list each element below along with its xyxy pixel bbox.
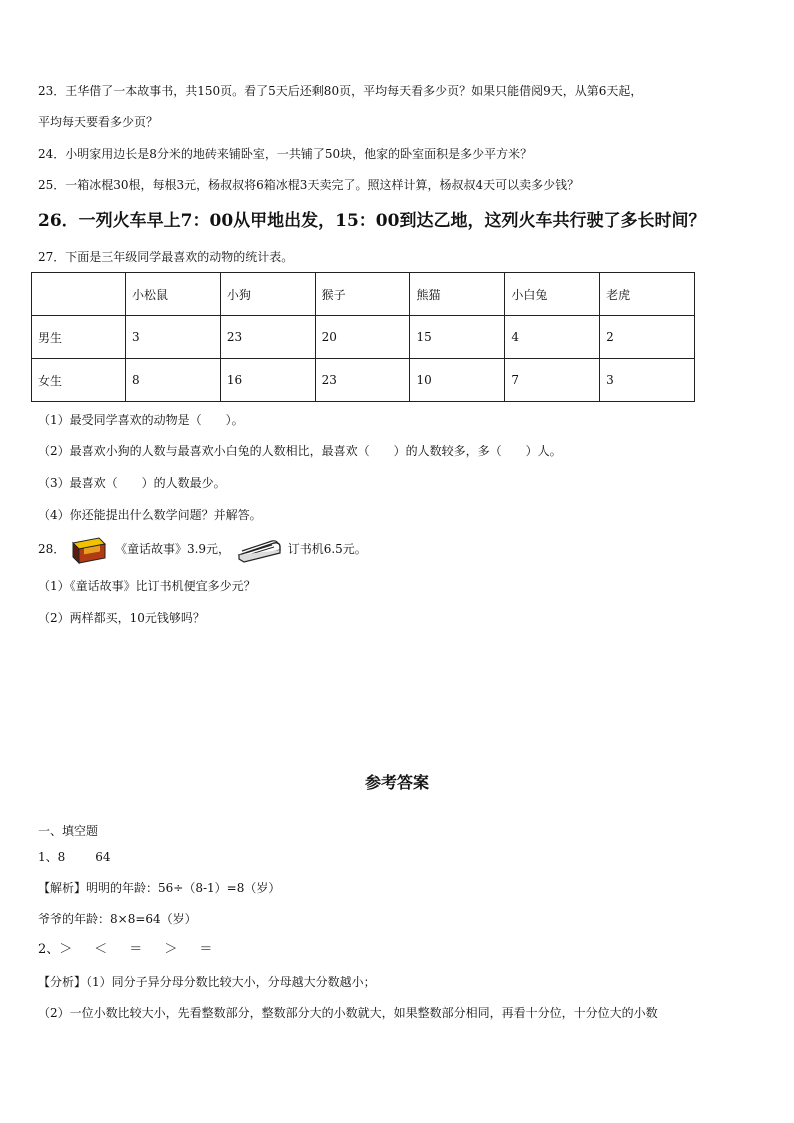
table-header-cell — [32, 273, 126, 316]
question-28-stapler: 订书机6.5元。 — [287, 542, 367, 556]
question-28-sub1: （1）《童话故事》比订书机便宜多少元？ — [38, 579, 256, 593]
answer-2 — [38, 941, 212, 959]
answer-2-symbol: ＝ — [129, 942, 143, 957]
answers-title: 参考答案 — [364, 773, 429, 792]
table-cell: 3 — [600, 359, 695, 402]
table-row — [32, 359, 695, 402]
table-cell: 15 — [410, 316, 505, 359]
book-icon — [69, 535, 109, 565]
answer-1-value: 64 — [95, 850, 111, 864]
table-cell: 20 — [315, 316, 410, 359]
answer-2-symbol: ＝ — [199, 942, 213, 957]
table-cell: 23 — [315, 359, 410, 402]
table-header-cell: 老虎 — [600, 273, 695, 316]
question-28-book: 《童话故事》3.9元， — [114, 542, 231, 556]
answer-1-grandpa: 爷爷的年龄：8×8=64（岁） — [38, 912, 197, 926]
table-cell: 4 — [505, 316, 600, 359]
answer-2-number: 2、＞ — [38, 942, 73, 957]
table-cell: 10 — [410, 359, 505, 402]
table-header-cell: 小松鼠 — [126, 273, 221, 316]
question-27-sub3: （3）最喜欢（ ）的人数最少。 — [38, 476, 226, 490]
question-27-sub1: （1）最受同学喜欢的动物是（ ）。 — [38, 413, 244, 427]
table-cell: 3 — [126, 316, 221, 359]
question-27: 27．下面是三年级同学最喜欢的动物的统计表。 — [38, 250, 294, 264]
table-cell: 2 — [600, 316, 695, 359]
animal-statistics-table — [31, 272, 695, 402]
table-header-cell: 熊猫 — [410, 273, 505, 316]
table-header-cell: 小狗 — [220, 273, 315, 316]
answer-2-symbol: ＜ — [94, 942, 108, 957]
question-25: 25．一箱冰棍30根，每根3元，杨叔叔将6箱冰棍3天卖完了。照这样计算，杨叔叔4天可以卖多少钱？ — [38, 178, 580, 192]
table-cell: 8 — [126, 359, 221, 402]
table-header-cell: 猴子 — [315, 273, 410, 316]
question-28 — [38, 534, 367, 565]
answer-2-line2: （2）一位小数比较大小，先看整数部分，整数部分大的小数就大，如果整数部分相同，再看十分位，十分位大的小数 — [38, 1006, 658, 1020]
question-26: 26．一列火车早上7：00从甲地出发，15：00到达乙地，这列火车共行驶了多长时间？ — [38, 211, 706, 231]
answers-section-1: 一、填空题 — [38, 824, 99, 838]
table-cell: 男生 — [32, 316, 126, 359]
answer-2-analysis: 【分析】（1）同分子异分母分数比较大小，分母越大分数越小； — [38, 975, 376, 989]
question-28-sub2: （2）两样都买，10元钱够吗？ — [38, 611, 205, 625]
question-28-number: 28． — [38, 542, 66, 556]
question-23-line2: 平均每天要看多少页？ — [38, 115, 159, 129]
table-header-cell: 小白兔 — [505, 273, 600, 316]
table-cell: 23 — [220, 316, 315, 359]
table-header-row — [32, 273, 695, 316]
answer-2-symbol: ＞ — [164, 942, 178, 957]
answer-1-number: 1、8 — [38, 850, 66, 864]
table-cell: 16 — [220, 359, 315, 402]
question-27-sub2: （2）最喜欢小狗的人数与最喜欢小白兔的人数相比，最喜欢（ ）的人数较多，多（ ）人。 — [38, 444, 562, 458]
answer-1-analysis: 【解析】明明的年龄：56÷（8-1）=8（岁） — [38, 881, 281, 895]
answer-1 — [38, 848, 111, 866]
table-cell: 7 — [505, 359, 600, 402]
table-cell: 女生 — [32, 359, 126, 402]
question-23-line1: 23．王华借了一本故事书，共150页。看了5天后还剩80页，平均每天看多少页？如果只能借阅9天，从第6天起， — [38, 84, 643, 98]
question-24: 24．小明家用边长是8分米的地砖来铺卧室，一共铺了50块，他家的卧室面积是多少平方米？ — [38, 147, 533, 161]
question-27-sub4: （4）你还能提出什么数学问题？并解答。 — [38, 508, 262, 522]
stapler-icon — [236, 537, 282, 563]
table-row — [32, 316, 695, 359]
